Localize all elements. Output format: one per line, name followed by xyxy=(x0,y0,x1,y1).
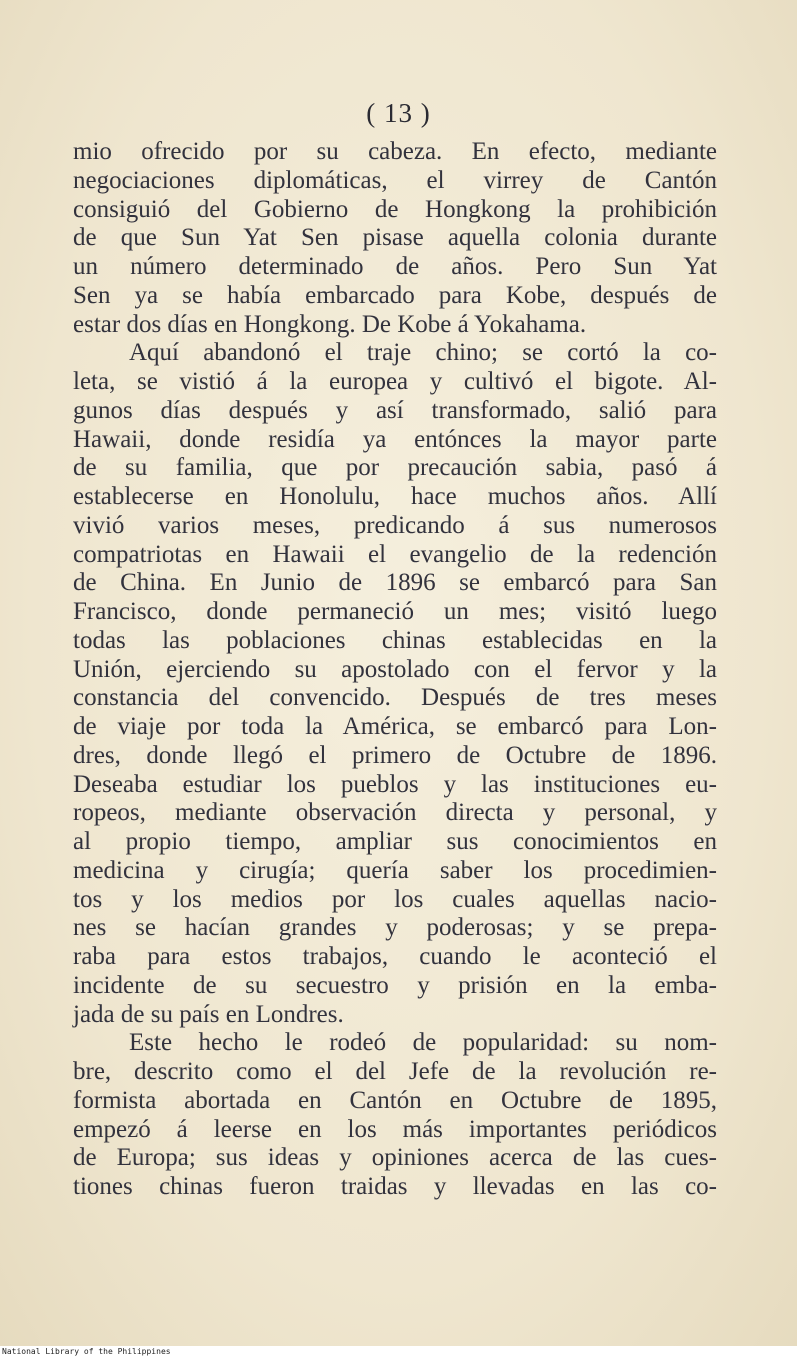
text-line: compatriotas en Hawaii el evangelio de la redención xyxy=(73,540,717,568)
text-line: constancia del convencido. Después de tres meses xyxy=(73,684,717,712)
text-line: ropeos, mediante observación directa y personal, y xyxy=(73,799,717,827)
text-line: Sen ya se había embarcado para Kobe, después de xyxy=(73,281,717,309)
text-line: Francisco, donde permaneció un mes; visitó luego xyxy=(73,598,717,625)
text-line: de su familia, que por precaución sabia, pasó á xyxy=(73,454,717,482)
text-line: nes se hacían grandes y poderosas; y se prepa- xyxy=(73,914,717,942)
text-line: bre, descrito como el del Jefe de la revolución re- xyxy=(73,1058,717,1085)
text-line: tiones chinas fueron traidas y llevadas en las co- xyxy=(73,1173,717,1200)
text-line: dres, donde llegó el primero de Octubre de 1896. xyxy=(73,741,717,769)
text-line: tos y los medios por los cuales aquellas nacio- xyxy=(73,885,717,913)
text-line: todas las poblaciones chinas establecidas en la xyxy=(73,626,717,654)
text-line: Este hecho le rodeó de popularidad: su nom- xyxy=(129,1029,717,1057)
text-line: establecerse en Honolulu, hace muchos años. Allí xyxy=(73,483,717,510)
text-line: negociaciones diplomáticas, el virrey de Cantón xyxy=(73,166,717,194)
text-line: raba para estos trabajos, cuando le aconteció el xyxy=(73,943,717,970)
text-line: medicina y cirugía; quería saber los procedimien- xyxy=(73,856,717,884)
text-line: leta, se vistió á la europea y cultivó el bigote. Al- xyxy=(73,368,717,395)
text-line: al propio tiempo, ampliar sus conocimientos en xyxy=(73,828,717,855)
text-line: mio ofrecido por su cabeza. En efecto, mediante xyxy=(73,138,717,165)
text-line: de que Sun Yat Sen pisase aquella colonia durante xyxy=(73,224,717,252)
text-line: incidente de su secuestro y prisión en la emba- xyxy=(73,971,717,999)
footer-bar xyxy=(0,1346,797,1358)
body-text xyxy=(73,138,717,1202)
text-line: empezó á leerse en los más importantes periódicos xyxy=(73,1115,717,1143)
text-line: jada de su país en Londres. xyxy=(73,1000,344,1028)
text-line: de China. En Junio de 1896 se embarcó para San xyxy=(73,569,717,597)
text-line: estar dos días en Hongkong. De Kobe á Yokahama. xyxy=(73,310,587,338)
text-line: gunos días después y así transformado, salió para xyxy=(73,396,717,424)
text-line: de viaje por toda la América, se embarcó para Lon- xyxy=(73,713,717,740)
text-line: Hawaii, donde residía ya entónces la mayor parte xyxy=(73,425,717,453)
text-line: vivió varios meses, predicando á sus numerosos xyxy=(73,511,717,539)
text-line: formista abortada en Cantón en Octubre de 1895, xyxy=(73,1086,717,1114)
page-number: ( 13 ) xyxy=(366,98,431,128)
text-line: Unión, ejerciendo su apostolado con el fervor y la xyxy=(73,655,717,683)
text-line: Deseaba estudiar los pueblos y las instituciones eu- xyxy=(73,770,717,798)
text-line: Aquí abandonó el traje chino; se cortó la co- xyxy=(129,339,717,367)
text-line: un número determinado de años. Pero Sun Yat xyxy=(73,253,717,280)
text-line: consiguió del Gobierno de Hongkong la prohibición xyxy=(73,195,717,223)
library-credit: National Library of the Philippines xyxy=(2,1347,171,1356)
text-line: de Europa; sus ideas y opiniones acerca de las cues- xyxy=(73,1144,717,1172)
